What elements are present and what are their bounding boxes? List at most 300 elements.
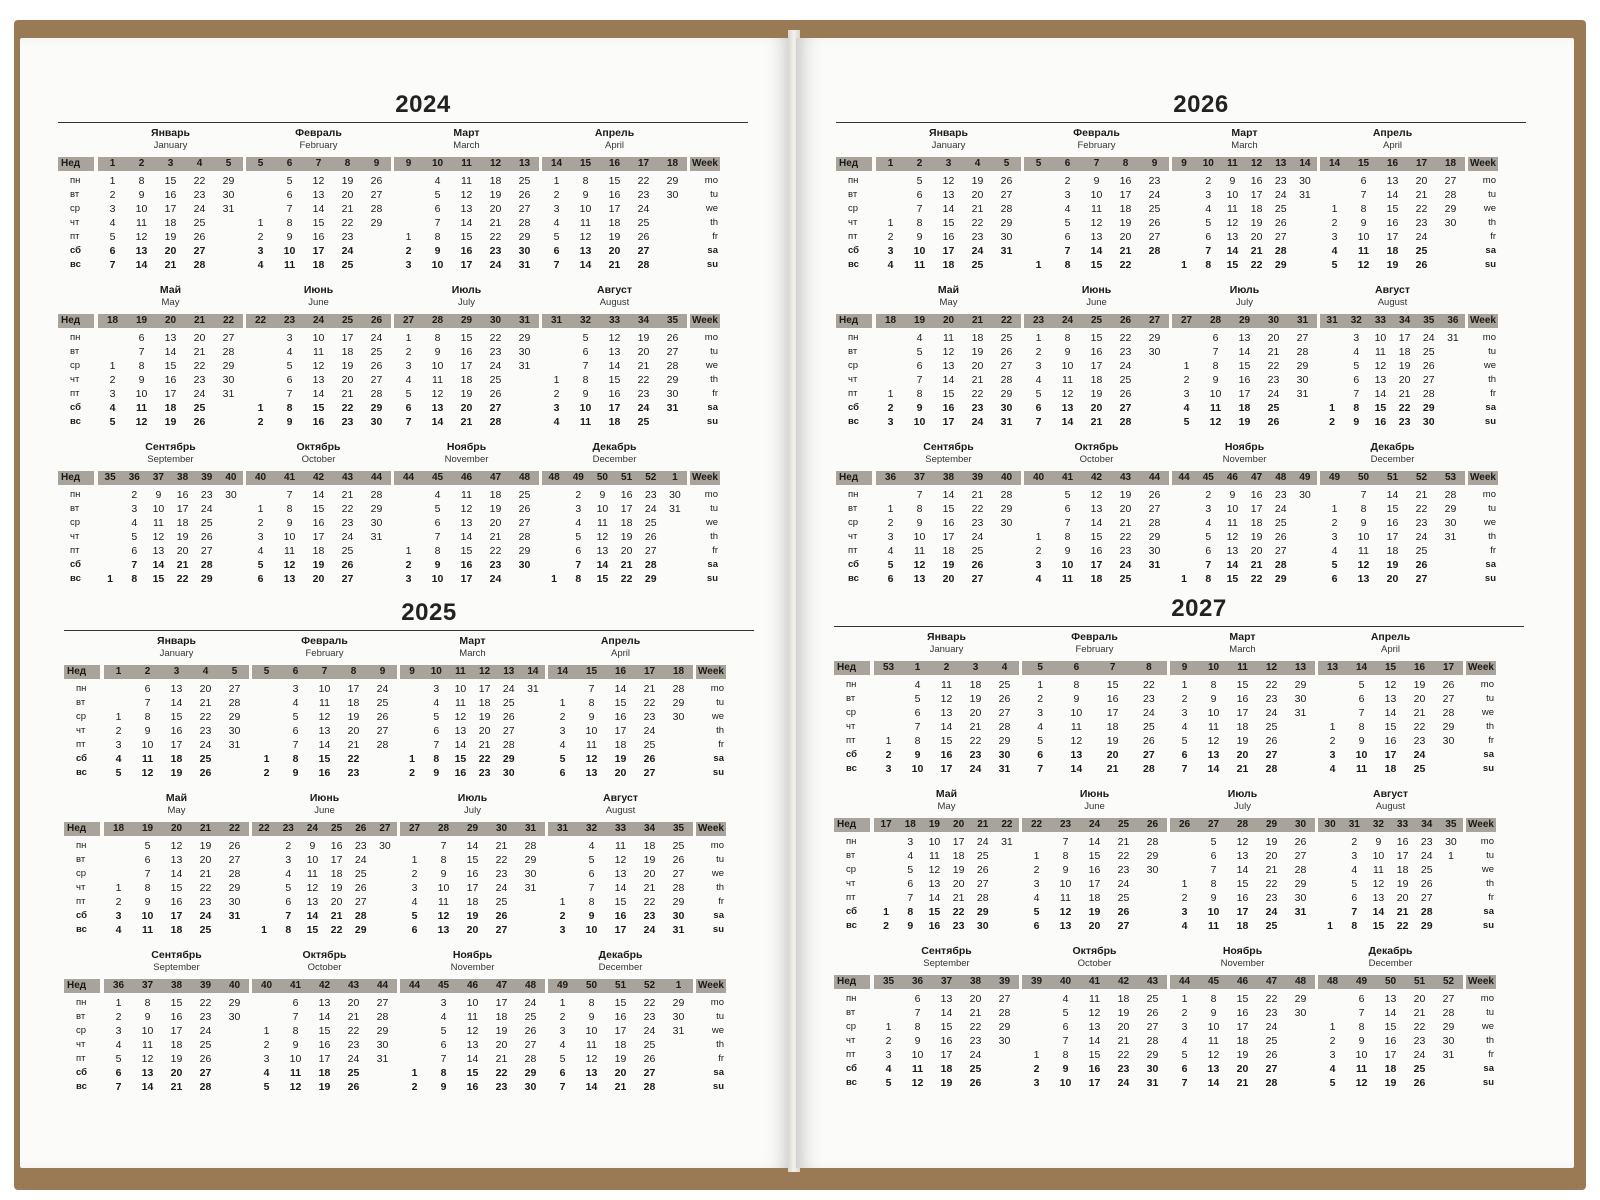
day-cell: 18 [312,545,325,557]
day-cell: 23 [643,1011,656,1023]
day-cell: 5 [440,1025,447,1037]
day-cell: 27 [354,896,367,908]
day-cell: 1 [409,753,415,765]
day-cell: 16 [164,189,177,201]
year-2027-calendar [834,594,1524,1102]
day-cell: 24 [643,924,656,936]
day-cell [246,373,275,387]
day-cell [1434,1076,1463,1090]
day-cell [1441,345,1465,359]
day-cell: 30 [228,725,241,737]
day-cell: 5 [1329,1077,1336,1089]
day-name-en: th [1488,374,1496,385]
week-number: 4 [196,158,203,169]
day-cell: 3 [257,245,264,257]
month-block [548,635,693,792]
day-cell: 28 [502,739,515,751]
day-cell [219,544,243,558]
day-cell [995,849,1019,863]
day-cell: 23 [643,910,656,922]
day-name-ru: чт [76,1039,86,1050]
day-cell: 22 [643,697,656,709]
month-name-ru: Май [935,788,958,800]
day-cell [548,853,577,867]
week-number: 29 [460,315,473,326]
day-cell: 26 [347,1081,360,1093]
day-names-ru [64,792,104,949]
day-cell: 24 [1117,878,1130,890]
day-row [1024,544,1169,558]
day-cell: 26 [1265,1049,1278,1061]
day-cell: 28 [1274,245,1287,257]
day-cell: 3 [559,924,566,936]
day-cell: 28 [1442,707,1455,719]
day-cell: 16 [1386,517,1399,529]
day-cell [510,401,539,415]
day-row [252,738,397,752]
day-row [1320,558,1465,572]
day-cell: 30 [1000,402,1013,414]
day-cell: 27 [976,878,989,890]
day-cell [394,188,423,202]
day-names-ru [834,945,874,1102]
day-cell: 6 [1358,693,1365,705]
day-cell: 8 [916,388,923,400]
day-row [1022,1076,1167,1090]
week-number: 19 [928,819,940,830]
day-cell: 23 [1265,1007,1278,1019]
day-cell [400,1010,429,1024]
day-cell [400,1038,429,1052]
day-row [874,849,1019,863]
day-cell: 14 [1386,489,1399,501]
month-name-en: October [1079,454,1114,465]
day-cell: 9 [582,388,589,400]
day-cell: 10 [431,360,444,372]
week-number: 40 [254,472,267,483]
day-row [252,1038,397,1052]
day-cell: 2 [1329,735,1336,747]
day-row [246,216,391,230]
week-number: 49 [556,980,569,991]
day-row [98,401,243,415]
day-cell: 27 [341,573,354,585]
week-number: 29 [466,823,479,834]
day-cell: 9 [914,1035,921,1047]
day-cell: 6 [292,725,299,737]
week-numbers-bar [876,157,1021,171]
day-cell: 21 [347,739,360,751]
day-row [1172,331,1317,345]
day-cell: 11 [306,868,318,880]
week-number: 23 [283,315,296,326]
day-name-ru: чт [848,217,858,228]
day-cell: 22 [489,545,502,557]
day-cell: 8 [144,711,151,723]
day-cell: 25 [370,346,383,358]
day-names-en [690,441,720,598]
week-number: 17 [880,819,892,830]
week-number: 51 [621,472,633,483]
day-row [1320,359,1465,373]
day-name-en: th [1488,217,1496,228]
day-name-en: su [1482,1077,1494,1088]
day-cell: 26 [524,1025,537,1037]
day-cell [252,996,281,1010]
day-cell: 11 [1089,993,1100,1005]
day-cell: 4 [434,175,441,187]
day-row [1024,516,1169,530]
month-title [1320,441,1465,471]
day-cell: 19 [460,388,473,400]
day-cell [874,706,903,720]
month-block [1022,788,1167,945]
day-cell: 4 [575,517,582,529]
day-cell: 3 [553,203,560,215]
month-name-ru: Июнь [309,792,340,804]
day-cell [98,558,122,572]
day-row [548,682,693,696]
day-cell [252,881,276,895]
month-title [874,945,1019,975]
day-cell: 31 [1444,531,1457,543]
day-cell [876,188,905,202]
day-cell: 12 [460,189,473,201]
day-row [874,905,1019,919]
day-name-en: su [706,416,718,427]
day-cell: 11 [142,1039,153,1051]
day-name-en: we [1481,1021,1494,1032]
day-cell: 28 [643,1081,656,1093]
day-cell: 10 [152,503,165,515]
day-cell: 23 [1119,346,1132,358]
day-cell: 12 [1357,559,1370,571]
day-cell: 31 [222,388,235,400]
day-cell: 7 [1062,1035,1069,1047]
day-cell: 3 [109,388,116,400]
day-name-ru: ср [70,517,81,528]
day-cell: 20 [643,868,656,880]
day-cell: 6 [405,402,412,414]
week-number: 10 [1202,158,1214,169]
day-cell: 11 [1091,203,1102,215]
month-block [104,949,249,1106]
month-title [1170,945,1315,975]
day-cell: 17 [466,882,479,894]
day-cell: 2 [109,189,116,201]
day-cell [1318,706,1347,720]
week-number: 34 [643,823,656,834]
day-cell: 2 [405,346,412,358]
day-cell: 3 [131,503,138,515]
day-name-en: tu [1486,850,1494,861]
week-number: 53 [1444,472,1457,483]
day-row [394,502,539,516]
day-cell: 23 [644,489,657,501]
day-cell: 25 [1119,573,1132,585]
day-cell: 1 [109,360,116,372]
day-cell: 4 [115,1039,122,1051]
day-name-en: sa [707,245,718,256]
day-cell: 12 [1090,489,1103,501]
day-cell: 15 [942,217,955,229]
day-names-ru [58,441,98,598]
week-number: 50 [596,472,608,483]
day-cell [98,488,122,502]
day-cell: 7 [1210,864,1217,876]
day-cell: 17 [614,725,627,737]
year-title: 2026 [1173,91,1229,118]
week-numbers-bar [1172,157,1317,171]
week-number: 32 [1350,315,1362,326]
day-row [1022,706,1167,720]
day-cell: 5 [1033,906,1040,918]
week-number: 22 [1001,819,1013,830]
day-cell: 1 [559,896,566,908]
day-cell: 13 [942,189,955,201]
day-cell: 12 [1207,1049,1220,1061]
week-number: 21 [193,315,206,326]
day-row [874,720,1019,734]
day-cell [658,258,687,272]
day-cell [516,895,545,909]
day-cell: 1 [1033,1049,1040,1061]
month-block [1170,631,1315,788]
day-cell [1293,258,1317,272]
day-cell: 27 [200,545,213,557]
day-cell: 2 [887,231,894,243]
day-cell: 3 [115,1025,122,1037]
day-name-ru: чт [848,374,858,385]
day-row [1024,258,1169,272]
day-cell [1172,216,1196,230]
week-number: 9 [405,158,412,169]
day-cell: 2 [115,725,122,737]
day-cell: 20 [1396,892,1409,904]
day-cell: 11 [152,517,164,529]
day-cell: 1 [553,175,560,187]
day-cell [1138,905,1167,919]
day-names-ru [58,284,98,441]
day-cell: 6 [138,332,145,344]
day-cell [368,752,397,766]
day-cell: 17 [170,1025,183,1037]
week-label-ru: Нед [64,665,100,679]
day-cell: 31 [228,739,241,751]
day-cell: 6 [916,360,923,372]
day-cell: 8 [286,402,293,414]
day-name-en: mo [704,489,718,500]
day-cell: 10 [579,203,592,215]
month-title [1320,127,1465,157]
week-label-en: Week [696,665,726,679]
month-block [98,284,243,441]
day-cell: 21 [341,489,354,501]
day-cell: 21 [620,559,633,571]
week-label-en: Week [690,157,720,171]
day-cell [542,558,566,572]
day-name-ru: ср [76,868,87,879]
week-numbers-bar [98,157,243,171]
day-cell: 13 [585,767,598,779]
day-cell: 11 [914,545,925,557]
day-cell: 6 [1064,231,1071,243]
day-row [98,188,243,202]
day-cell: 17 [1236,707,1249,719]
day-cell: 17 [1236,906,1249,918]
day-cell: 21 [1413,1007,1426,1019]
day-cell: 30 [379,840,391,852]
day-cell [1288,415,1317,429]
week-number: 24 [1088,819,1101,830]
day-row [1022,720,1167,734]
week-number: 11 [1227,158,1238,169]
day-cell: 30 [518,245,531,257]
day-name-ru: вт [76,854,86,865]
day-name-ru: пн [846,993,857,1004]
month-title [876,441,1021,471]
day-cell: 8 [1205,259,1212,271]
day-cell: 8 [907,906,914,918]
day-name-ru: сб [70,245,82,256]
day-cell: 30 [228,1011,241,1023]
day-cell: 13 [283,573,296,585]
week-label-ru: Нед [58,471,94,485]
day-cell: 14 [942,203,955,215]
day-cell: 28 [1274,559,1287,571]
day-cell [1441,415,1465,429]
day-cell: 14 [940,1007,953,1019]
month-name-ru: Апрель [1372,127,1413,139]
week-number: 15 [1384,662,1397,673]
day-cell [220,1024,249,1038]
day-names-en [690,284,720,441]
day-cell: 26 [1442,679,1455,691]
day-name-ru: чт [70,374,80,385]
day-cell [664,724,693,738]
day-cell: 25 [193,217,206,229]
day-cell: 6 [916,189,923,201]
day-cell: 3 [263,1053,270,1065]
day-cell [1024,202,1053,216]
week-number: 27 [1207,819,1220,830]
day-cell: 20 [1119,503,1132,515]
day-cell [874,877,898,891]
day-cell: 19 [1265,836,1278,848]
day-cell: 5 [1351,878,1358,890]
day-cell: 26 [1294,836,1307,848]
day-cell: 28 [1444,189,1457,201]
day-cell: 14 [1088,1035,1101,1047]
day-row [874,748,1019,762]
day-cell [995,863,1019,877]
day-cell: 28 [376,739,389,751]
day-cell: 8 [1360,503,1367,515]
day-cell: 11 [284,545,295,557]
day-cell: 6 [553,245,560,257]
week-label-ru: Нед [58,314,94,328]
week-number: 7 [1093,158,1100,169]
day-name-ru: ср [76,711,87,722]
day-names-ru [836,441,876,598]
day-cell: 22 [199,997,212,1009]
month-title [246,284,391,314]
week-number: 40 [1000,472,1013,483]
day-cell: 10 [466,997,479,1009]
week-number: 51 [614,980,627,991]
month-block [98,441,243,598]
day-cell [1318,692,1347,706]
day-cell: 24 [193,388,206,400]
week-number: 39 [971,472,984,483]
day-cell: 15 [596,573,609,585]
day-cell: 7 [131,559,138,571]
week-number: 30 [1324,819,1336,830]
day-cell: 8 [588,697,595,709]
week-number: 4 [974,158,981,169]
day-cell: 28 [228,868,241,880]
day-row [1170,877,1315,891]
day-row [1170,1062,1315,1076]
day-cell: 1 [559,997,566,1009]
day-cell: 29 [998,735,1011,747]
day-cell: 12 [318,711,331,723]
week-number: 47 [495,980,508,991]
day-cell [663,572,687,586]
day-cell [1286,919,1315,933]
week-number: 21 [971,315,984,326]
month-name-ru: Сентябрь [151,949,202,961]
day-cell: 25 [200,517,213,529]
month-row [58,441,748,598]
day-cell: 14 [1090,245,1103,257]
week-number: 14 [1355,662,1368,673]
day-cell [1138,877,1167,891]
day-cell: 9 [440,1081,447,1093]
day-name-en: mo [704,175,718,186]
day-cell: 22 [341,402,354,414]
day-name-en: fr [712,388,718,399]
day-cell [1172,558,1196,572]
day-cell: 7 [582,360,589,372]
day-cell: 9 [1062,1063,1069,1075]
day-cell [664,738,693,752]
day-cell: 15 [460,545,473,557]
month-block [876,441,1021,598]
day-cell: 28 [199,1081,212,1093]
day-name-en: fr [718,896,724,907]
day-cell: 13 [1226,231,1239,243]
day-cell: 17 [164,388,177,400]
day-cell [1436,258,1465,272]
day-name-en: tu [1488,189,1496,200]
day-cell: 2 [885,749,892,761]
month-name-ru: Март [1229,631,1256,643]
day-cell: 29 [1294,878,1307,890]
day-names-en [696,949,726,1106]
day-cell: 4 [257,259,264,271]
day-cell: 18 [1386,545,1399,557]
day-cell: 23 [643,711,656,723]
day-row [104,710,249,724]
day-row [548,881,693,895]
day-cell [992,558,1021,572]
day-row [548,696,693,710]
day-names-ru [64,949,104,1106]
day-row [542,502,687,516]
day-cell: 19 [1398,360,1411,372]
day-cell: 5 [1064,217,1071,229]
